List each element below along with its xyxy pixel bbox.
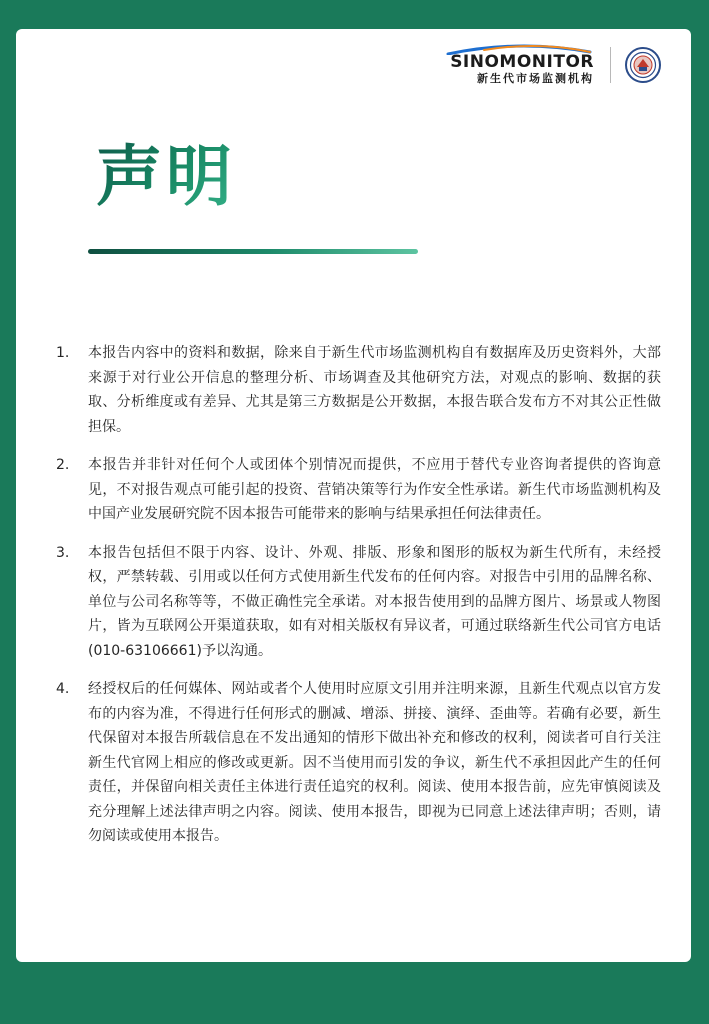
header-logos — [444, 43, 661, 86]
brand-name: SINOMONITOR — [450, 52, 594, 72]
page-title: 声明 — [96, 138, 236, 215]
list-item — [56, 677, 661, 849]
document-card — [16, 29, 691, 962]
title-underline — [88, 249, 418, 254]
clause-text: 本报告内容中的资料和数据，除来自于新生代市场监测机构自有数据库及历史资料外，大部来源于对行业公开信息的整理分析、市场调查及其他研究方法，对观点的影响、数据的获取、分析维度或有差异、尤其是第三方数据是公开数据，本报告联合发布方不对其公正性做担保。 — [88, 345, 661, 435]
clause-text: 经授权后的任何媒体、网站或者个人使用时应原文引用并注明来源，且新生代观点以官方发布的内容为准，不得进行任何形式的删减、增添、拼接、演绎、歪曲等。若确有必要，新生代保留对本报告所载信息在不发出通知的情形下做出补充和修改的权利，阅读者可自行关注新生代官网上相应的修改或更新。因不当使用而引发的争议，新生代不承担因此产生的任何责任，并保留向相关责任主体进行责任追究的权利。阅读、使用本报告前，应先审慎阅读及充分理解上述法律声明之内容。阅读、使用本报告，即视为已同意上述法律声明；否则，请勿阅读或使用本报告。 — [88, 681, 661, 844]
list-item — [56, 341, 661, 439]
clause-number: 1. — [56, 345, 70, 361]
logo-divider — [610, 47, 611, 83]
clause-number: 2. — [56, 457, 70, 473]
clause-number: 4. — [56, 681, 70, 697]
clause-text: 本报告并非针对任何个人或团体个别情况而提供，不应用于替代专业咨询者提供的咨询意见，不对报告观点可能引起的投资、营销决策等行为作安全性承诺。新生代市场监测机构及中国产业发展研究院不因本报告可能带来的影响与结果承担任何法律责任。 — [88, 457, 661, 522]
clause-text: 本报告包括但不限于内容、设计、外观、排版、形象和图形的版权为新生代所有，未经授权，严禁转载、引用或以任何方式使用新生代发布的任何内容。对报告中引用的品牌名称、单位与公司名称等等，不做正确性完全承诺。对本报告使用到的品牌方图片、场景或人物图片，皆为互联网公开渠道获取，如有对相关版权有异议者，可通过联络新生代公司官方电话(010-63106661)予以沟通。 — [88, 544, 661, 659]
list-item — [56, 541, 661, 664]
list-item — [56, 453, 661, 527]
brand-subtitle: 新生代市场监测机构 — [477, 72, 594, 85]
clause-number: 3. — [56, 544, 70, 561]
sinomonitor-logo — [444, 43, 594, 86]
institute-seal-icon — [625, 47, 661, 83]
disclaimer-list — [56, 341, 661, 863]
